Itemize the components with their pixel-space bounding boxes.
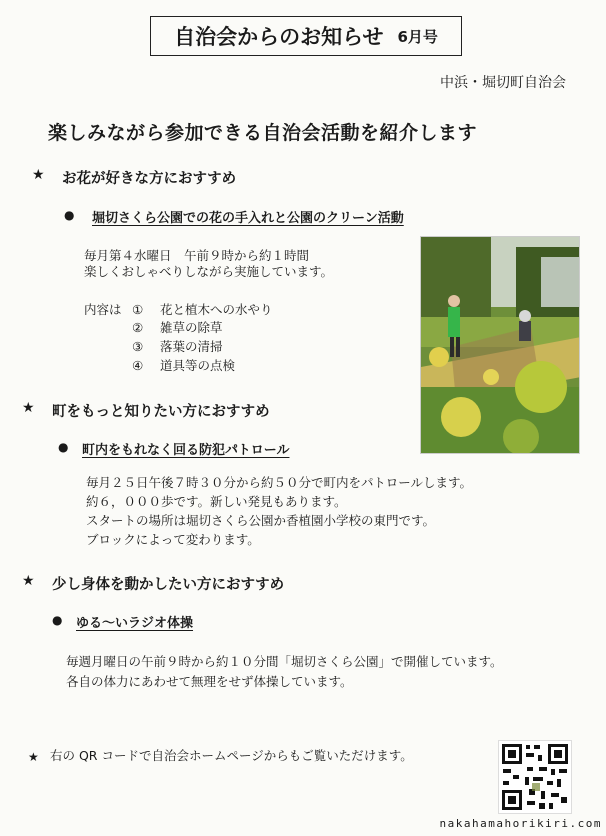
qr-note: 右の QR コードで自治会ホームページからもご覧いただけます。 [50, 748, 413, 763]
body-line: スタートの場所は堀切さくら公園か香植園小学校の東門です。 [86, 513, 436, 528]
body-line: ブロックによって変わります。 [86, 532, 260, 547]
bullet-icon: ● [58, 440, 69, 454]
task-number: ④ [132, 358, 144, 373]
body-line: 約６，０００歩です。新しい発見もあります。 [86, 494, 347, 509]
star-marker: ★ [32, 167, 45, 183]
headline: 楽しみながら参加できる自治会活動を紹介します [48, 122, 478, 144]
notice-title-box [150, 16, 462, 56]
bullet-icon: ● [52, 613, 63, 627]
task-item: 花と植木への水やり [160, 302, 273, 317]
park-gardening-photo [420, 236, 580, 454]
body-line: 毎月２５日午後７時３０分から約５０分で町内をパトロールします。 [86, 475, 473, 490]
task-number: ③ [132, 339, 144, 354]
notice-title: 自治会からのお知らせ [174, 25, 384, 49]
star-marker: ★ [28, 750, 39, 764]
star-marker: ★ [22, 400, 35, 416]
section-title-exercise: 少し身体を動かしたい方におすすめ [52, 577, 285, 593]
body-line: 各自の体力にあわせて無理をせず体操しています。 [66, 674, 353, 689]
task-number: ② [132, 320, 144, 335]
issue-label: 6月号 [397, 27, 438, 46]
body-line: 毎週月曜日の午前９時から約１０分間「堀切さくら公園」で開催しています。 [66, 654, 503, 669]
section-title-flowers: お花が好きな方におすすめ [62, 171, 237, 187]
activity-title-patrol: 町内をもれなく回る防犯パトロール [82, 443, 290, 458]
task-item: 道具等の点検 [160, 358, 236, 373]
organization-name: 中浜・堀切町自治会 [440, 75, 566, 91]
body-line: 毎月第４水曜日 午前９時から約１時間 [84, 248, 310, 263]
section-title-town: 町をもっと知りたい方におすすめ [52, 404, 270, 420]
task-item: 落葉の清掃 [160, 339, 223, 354]
star-marker: ★ [22, 573, 35, 589]
qr-code-icon[interactable] [498, 740, 572, 814]
activity-title-radio-exercise: ゆる～いラジオ体操 [76, 616, 194, 631]
tasks-label: 内容は [84, 302, 122, 317]
body-line: 楽しくおしゃべりしながら実施しています。 [84, 264, 334, 279]
footer-url: nakahamahorikiri.com [439, 817, 602, 830]
bullet-icon: ● [64, 208, 75, 222]
activity-title-park: 堀切さくら公園での花の手入れと公園のクリーン活動 [92, 211, 404, 226]
task-number: ① [132, 302, 144, 317]
task-item: 雑草の除草 [160, 320, 223, 335]
